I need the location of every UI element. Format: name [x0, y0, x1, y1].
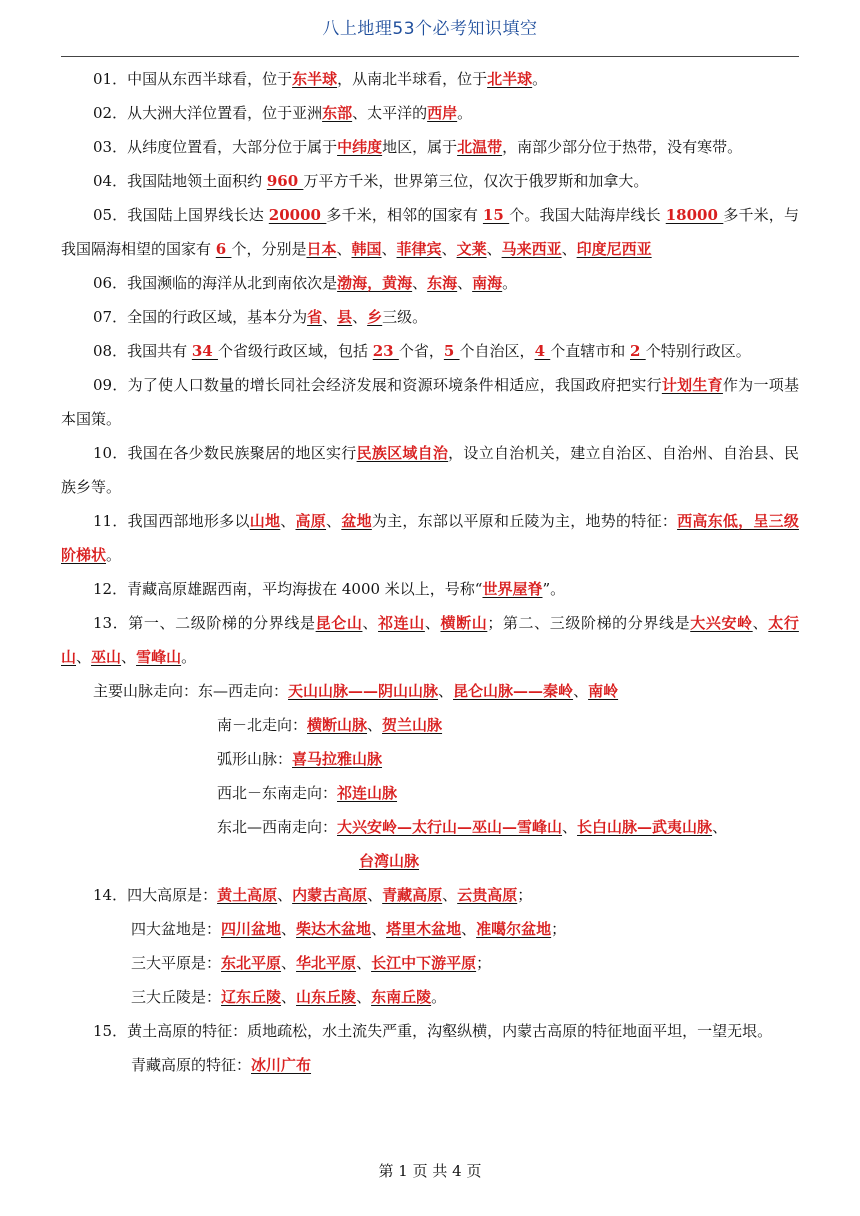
item-text: 、 — [76, 648, 92, 666]
answer-blank: 四川盆地 — [221, 920, 282, 938]
answer-blank: 黄土高原 — [217, 886, 278, 904]
question-subline — [61, 810, 799, 844]
question-subline — [61, 674, 799, 708]
question-item — [61, 436, 799, 504]
item-text: 15．黄土高原的特征：质地疏松，水土流失严重，沟壑纵横，内蒙古高原的特征地面平坦，一望无垠。 — [93, 1022, 773, 1040]
question-item — [61, 504, 799, 572]
item-text: 。 — [181, 648, 197, 666]
answer-blank: 东南丘陵 — [371, 988, 432, 1006]
item-text: 、 — [281, 920, 297, 938]
answer-blank: 雪峰山 — [136, 648, 182, 666]
item-text: 、 — [121, 648, 137, 666]
answer-blank: 柴达木盆地 — [296, 920, 372, 938]
answer-blank: 云贵高原 — [457, 886, 518, 904]
answer-blank: 大兴安岭 — [690, 614, 753, 632]
item-text: 、 — [752, 614, 769, 632]
item-text: 个。我国大陆海岸线长 — [509, 206, 666, 224]
item-text: ，从南北半球看，位于 — [337, 70, 488, 88]
item-text: 。 — [457, 104, 473, 122]
answer-blank: 冰川广布 — [251, 1056, 312, 1074]
answer-blank: 昆仑山 — [315, 614, 363, 632]
answer-blank: 辽东丘陵 — [221, 988, 282, 1006]
item-text: ； — [551, 920, 567, 938]
item-text: 、 — [367, 716, 383, 734]
header-divider — [61, 56, 799, 57]
answer-blank: 韩国 — [351, 240, 382, 258]
item-text: 。 — [502, 274, 518, 292]
item-text: 08．我国共有 — [93, 342, 192, 360]
answer-blank: 祁连山脉 — [337, 784, 398, 802]
item-text: 个省， — [398, 342, 444, 360]
question-subline — [61, 844, 799, 878]
item-text: 西北－东南走向： — [217, 784, 338, 802]
answer-blank: 贺兰山脉 — [382, 716, 443, 734]
question-item — [61, 62, 799, 96]
item-text: 、 — [442, 886, 458, 904]
answer-blank: 巫山 — [91, 648, 122, 666]
item-text: 、 — [356, 988, 372, 1006]
item-text: 02．从大洲大洋位置看，位于亚洲 — [93, 104, 323, 122]
item-text: 、 — [281, 988, 297, 1006]
item-text: 多千米，与我国隔海相望的国家有 — [61, 206, 799, 258]
answer-blank: 山地 — [249, 512, 281, 530]
answer-blank: 祁连山 — [378, 614, 425, 632]
answer-blank: 天山山脉——阴山山脉 — [288, 682, 439, 700]
question-subline — [61, 1048, 799, 1082]
answer-blank: 民族区域自治 — [356, 444, 449, 462]
item-text: 、 — [712, 818, 728, 836]
item-text: 三大丘陵是： — [131, 988, 222, 1006]
answer-blank: 塔里木盆地 — [386, 920, 462, 938]
document-body — [61, 62, 799, 1082]
question-item — [61, 96, 799, 130]
answer-blank: 昆仑山脉——秦岭 — [453, 682, 574, 700]
answer-blank: 乡 — [367, 308, 383, 326]
item-text: 作为一项基本国策。 — [61, 376, 799, 428]
item-text: 个直辖市和 — [550, 342, 631, 360]
item-text: 03．从纬度位置看，大部分位于属于 — [93, 138, 338, 156]
item-text: 14．四大高原是： — [93, 886, 218, 904]
answer-blank: 西岸 — [427, 104, 458, 122]
answer-blank: 960 — [266, 172, 304, 190]
question-item — [61, 572, 799, 606]
question-subline — [61, 742, 799, 776]
answer-blank: 18000 — [665, 206, 724, 224]
item-text: 多千米，相邻的国家有 — [326, 206, 483, 224]
item-text: 10．我国在各少数民族聚居的地区实行 — [93, 444, 357, 462]
item-text: 09．为了使人口数量的增长同社会经济发展和资源环境条件相适应，我国政府把实行 — [93, 376, 662, 394]
answer-blank: 东海 — [427, 274, 458, 292]
item-text: 04．我国陆地领土面积约 — [93, 172, 267, 190]
item-text: 06．我国濒临的海洋从北到南依次是 — [93, 274, 338, 292]
item-text: 、 — [561, 240, 577, 258]
answer-blank: 高原 — [295, 512, 327, 530]
item-text: 、 — [461, 920, 477, 938]
item-text: ； — [476, 954, 492, 972]
question-item — [61, 878, 799, 912]
answer-blank: 文莱 — [456, 240, 487, 258]
item-text: ；第二、三级阶梯的分界线是 — [487, 614, 691, 632]
answer-blank: 盆地 — [341, 512, 372, 530]
question-item — [61, 300, 799, 334]
item-text: ”。 — [542, 580, 566, 598]
item-text: 、 — [573, 682, 589, 700]
answer-blank: 长白山脉—武夷山脉 — [577, 818, 713, 836]
question-subline — [61, 912, 799, 946]
item-text: 东北—西南走向： — [217, 818, 338, 836]
answer-blank: 台湾山脉 — [359, 852, 420, 870]
item-text: 主要山脉走向：东—西走向： — [93, 682, 289, 700]
item-text: 个，分别是 — [231, 240, 307, 258]
answer-blank: 山东丘陵 — [296, 988, 357, 1006]
answer-blank: 喜马拉雅山脉 — [292, 750, 383, 768]
question-item — [61, 334, 799, 368]
item-text: 05．我国陆上国界线长达 — [93, 206, 269, 224]
answer-blank: 南岭 — [588, 682, 619, 700]
item-text: ； — [517, 886, 533, 904]
item-text: 。 — [431, 988, 447, 1006]
answer-blank: 菲律宾 — [396, 240, 442, 258]
answer-blank: 23 — [372, 342, 399, 360]
answer-blank: 大兴安岭—太行山—巫山—雪峰山 — [337, 818, 563, 836]
question-item — [61, 368, 799, 436]
item-text: 13．第一、二级阶梯的分界线是 — [93, 614, 316, 632]
answer-blank: 华北平原 — [296, 954, 357, 972]
item-text: 三大平原是： — [131, 954, 222, 972]
item-text: 、 — [381, 240, 397, 258]
item-text: 、 — [412, 274, 428, 292]
item-text: 、 — [336, 240, 352, 258]
answer-blank: 日本 — [306, 240, 337, 258]
item-text: 01．中国从东西半球看，位于 — [93, 70, 293, 88]
answer-blank: 东半球 — [292, 70, 338, 88]
question-item — [61, 1014, 799, 1048]
page-title: 八上地理53个必考知识填空 — [322, 19, 538, 39]
page-number: 第 1 页 共 4 页 — [378, 1162, 482, 1180]
answer-blank: 县 — [337, 308, 353, 326]
item-text: 、 — [486, 240, 502, 258]
answer-blank: 北半球 — [487, 70, 533, 88]
item-text: 南－北走向： — [217, 716, 308, 734]
item-text: 、 — [367, 886, 383, 904]
answer-blank: 内蒙古高原 — [292, 886, 368, 904]
answer-blank: 青藏高原 — [382, 886, 443, 904]
item-text: 弧形山脉： — [217, 750, 293, 768]
answer-blank: 省 — [307, 308, 323, 326]
question-item — [61, 130, 799, 164]
question-subline — [61, 980, 799, 1014]
item-text: 、 — [352, 308, 368, 326]
item-text: 。 — [106, 546, 122, 564]
question-item — [61, 198, 799, 266]
answer-blank: 印度尼西亚 — [576, 240, 652, 258]
item-text: 、 — [424, 614, 441, 632]
answer-blank: 渤海，黄海 — [337, 274, 413, 292]
question-subline — [61, 708, 799, 742]
answer-blank: 太行山 — [61, 614, 799, 666]
answer-blank: 南海 — [472, 274, 503, 292]
item-text: 个省级行政区域，包括 — [217, 342, 373, 360]
item-text: 、太平洋的 — [352, 104, 428, 122]
item-text: 、 — [457, 274, 473, 292]
item-text: 、 — [362, 614, 379, 632]
item-text: 三级。 — [382, 308, 428, 326]
answer-blank: 东部 — [322, 104, 353, 122]
item-text: 、 — [322, 308, 338, 326]
answer-blank: 计划生育 — [661, 376, 723, 394]
answer-blank: 准噶尔盆地 — [476, 920, 552, 938]
item-text: 万平方千米，世界第三位，仅次于俄罗斯和加拿大。 — [303, 172, 649, 190]
question-subline — [61, 776, 799, 810]
item-text: 07．全国的行政区域，基本分为 — [93, 308, 308, 326]
item-text: 、 — [371, 920, 387, 938]
answer-blank: 15 — [482, 206, 510, 224]
answer-blank: 5 — [443, 342, 460, 360]
item-text: 、 — [562, 818, 578, 836]
item-text: 四大盆地是： — [131, 920, 222, 938]
answer-blank: 34 — [191, 342, 218, 360]
item-text: 个特别行政区。 — [645, 342, 751, 360]
answer-blank: 6 — [215, 240, 232, 258]
answer-blank: 东北平原 — [221, 954, 282, 972]
question-subline — [61, 946, 799, 980]
item-text: ，设立自治机关，建立自治区、自治州、自治县、民族乡等。 — [61, 444, 799, 496]
item-text: 。 — [532, 70, 548, 88]
item-text: ，南部少部分位于热带，没有寒带。 — [502, 138, 743, 156]
answer-blank: 长江中下游平原 — [371, 954, 477, 972]
item-text: 11．我国西部地形多以 — [93, 512, 250, 530]
answer-blank: 世界屋脊 — [482, 580, 543, 598]
item-text: 、 — [326, 512, 342, 530]
answer-blank: 20000 — [268, 206, 327, 224]
question-item — [61, 266, 799, 300]
item-text: 地区，属于 — [382, 138, 458, 156]
item-text: 青藏高原的特征： — [131, 1056, 252, 1074]
answer-blank: 4 — [534, 342, 551, 360]
answer-blank: 马来西亚 — [501, 240, 562, 258]
item-text: 、 — [277, 886, 293, 904]
answer-blank: 北温带 — [457, 138, 503, 156]
item-text: 个自治区， — [459, 342, 535, 360]
question-item — [61, 164, 799, 198]
answer-blank: 横断山 — [440, 614, 488, 632]
answer-blank: 中纬度 — [337, 138, 383, 156]
item-text: 、 — [441, 240, 457, 258]
item-text: 、 — [438, 682, 454, 700]
question-item — [61, 606, 799, 674]
item-text: 12．青藏高原雄踞西南，平均海拔在 4000 米以上，号称“ — [93, 580, 483, 598]
item-text: 、 — [281, 954, 297, 972]
answer-blank: 横断山脉 — [307, 716, 368, 734]
item-text: 、 — [356, 954, 372, 972]
item-text: 为主，东部以平原和丘陵为主，地势的特征： — [371, 512, 678, 530]
item-text: 、 — [280, 512, 296, 530]
answer-blank: 2 — [630, 342, 646, 360]
answer-blank: 西高东低，呈三级阶梯状 — [61, 512, 799, 564]
